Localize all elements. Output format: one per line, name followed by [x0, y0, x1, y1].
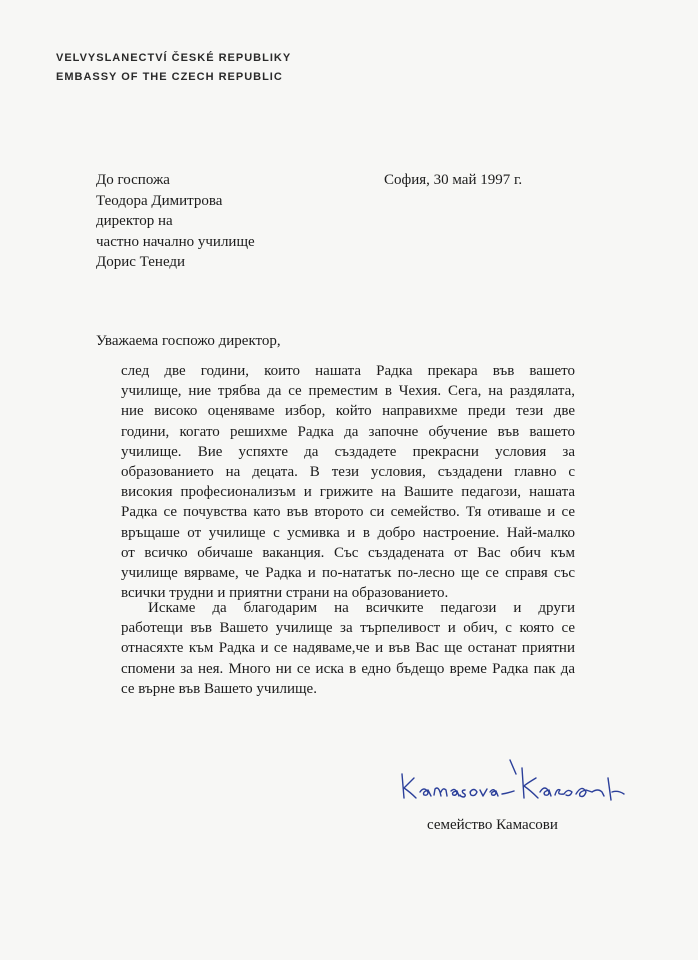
recipient-line: директор на: [96, 213, 173, 229]
paragraph-line: Искаме да благодарим на всичките педагози и други: [148, 600, 575, 616]
paragraph-line: се върне във Вашето училище.: [121, 680, 317, 697]
paragraph-line: всички трудни и приятни страни на образованието.: [121, 585, 449, 602]
letter-date: София, 30 май 1997 г.: [384, 172, 523, 188]
body-paragraph-1: [121, 361, 575, 603]
paragraph-line: отнасяхте към Радка и се надяваме,че и във Вас ще останат приятни: [121, 640, 575, 657]
paragraph-line: Радка се почувства като във второто си семейство. Тя отиваше и се: [121, 504, 575, 521]
recipient-address: [96, 170, 255, 273]
paragraph-line: работещи във Вашето училище за търпеливост и обич, с която се: [121, 620, 575, 637]
body-paragraph-2: [121, 598, 575, 699]
paragraph-line: образованието на децата. В тези условия, създадени главно с: [121, 464, 575, 481]
handwritten-signature: [398, 748, 638, 818]
paragraph-line: години, когато решихме Радка да започне обучение във вашето: [121, 423, 575, 440]
paragraph-line: училище. Вие успяхте да създадете прекрасни условия за: [121, 443, 575, 460]
letterhead-czech: VELVYSLANECTVÍ ČESKÉ REPUBLIKY: [56, 52, 292, 64]
signature-icon: [398, 748, 638, 818]
letterhead-english: EMBASSY OF THE CZECH REPUBLIC: [56, 71, 283, 83]
recipient-line: До госпожа: [96, 172, 170, 188]
salutation: Уважаема госпожо директор,: [96, 333, 281, 349]
letterhead: [56, 49, 291, 87]
paragraph-line: училище вярваме, че Радка и по-нататък по-лесно ще се справя със: [121, 565, 575, 582]
paragraph-line: спомени за нея. Много ни се иска в едно бъдещо време Радка пак да: [121, 660, 575, 677]
paragraph-line: високия професионализъм и грижите на Вашите педагози, нашата: [121, 484, 575, 501]
recipient-school-name: Дорис Тенеди: [96, 254, 186, 270]
recipient-name: Теодора Димитрова: [96, 192, 223, 209]
closing-signature-name: семейство Камасови: [427, 817, 558, 833]
paragraph-line: ние високо оценяваме избор, който направихме преди тези две: [121, 403, 575, 420]
paragraph-line: връщаше от училище с усмивка и в добро настроение. Най-малко: [121, 524, 575, 541]
paragraph-line: след две години, които нашата Радка прекара във вашето: [121, 363, 575, 379]
paragraph-line: от всичко обичаше ваканция. Със създадената от Вас обич към: [121, 544, 575, 561]
paragraph-line: училище, ние трябва да се преместим в Чехия. Сега, на раздялата,: [121, 383, 575, 400]
recipient-line: частно начално училище: [96, 233, 255, 250]
